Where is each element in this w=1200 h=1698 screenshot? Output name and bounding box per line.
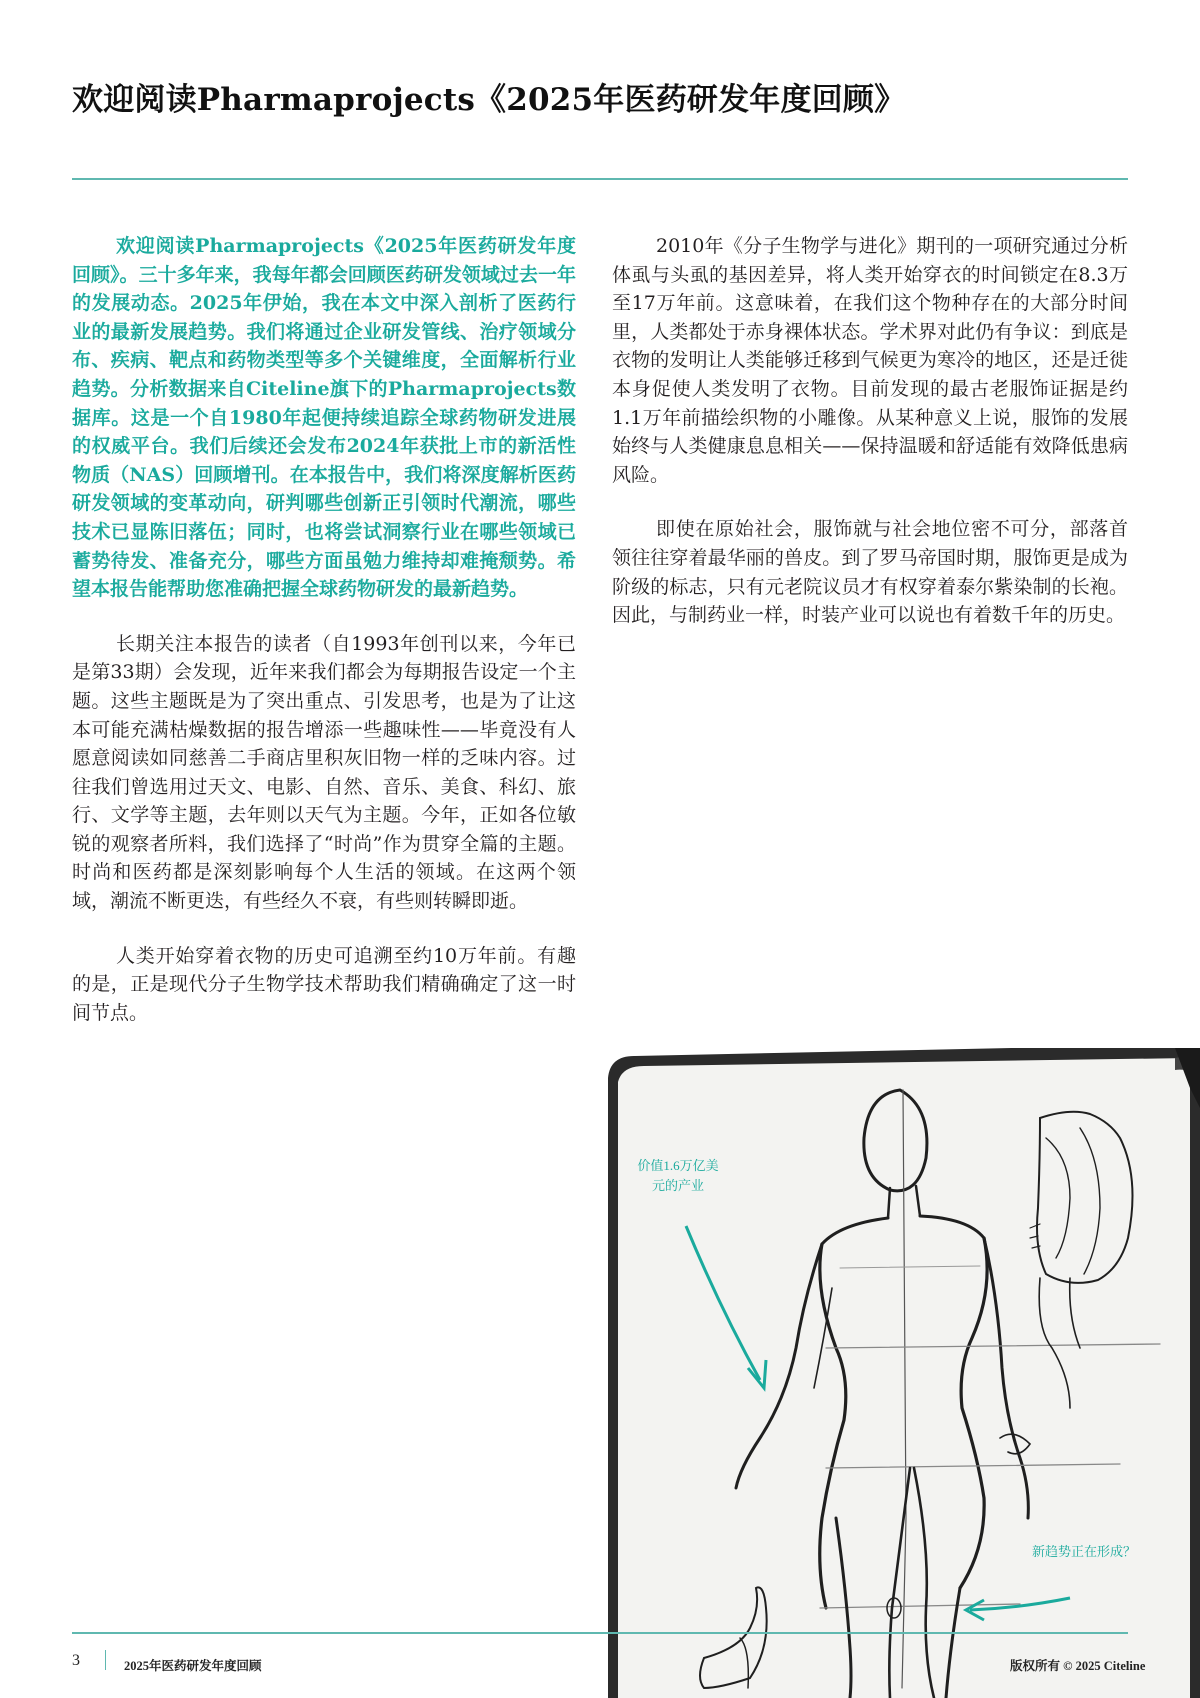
- body-paragraph: 长期关注本报告的读者（自1993年创刊以来，今年已是第33期）会发现，近年来我们都会为每期报告设定一个主题。这些主题既是为了突出重点、引发思考，也是为了让这本可能充满枯燥数据的报告增添一些趣味性——毕竟没有人愿意阅读如同慈善二手商店里积灰旧物一样的乏味内容。过往我们曾选用过天文、电影、自然、音乐、美食、科幻、旅行、文学等主题，去年则以天气为主题。今年，正如各位敏锐的观察者所料，我们选择了“时尚”作为贯穿全篇的主题。时尚和医药都是深刻影响每个人生活的领域。在这两个领域，潮流不断更迭，有些经久不衰，有些则转瞬即逝。: [72, 632, 576, 913]
- header-divider: [72, 178, 1128, 180]
- body-paragraph: 人类开始穿着衣物的历史可追溯至约10万年前。有趣的是，正是现代分子生物学技术帮助我们精确确定了这一时间节点。: [72, 944, 576, 1024]
- page-number: 3: [72, 1652, 80, 1669]
- left-column: [72, 232, 576, 1053]
- fashion-sketch-illustration: [600, 1048, 1200, 1698]
- right-column: [612, 232, 1128, 656]
- footer-separator: [105, 1650, 106, 1670]
- body-paragraph: 2010年《分子生物学与进化》期刊的一项研究通过分析体虱与头虱的基因差异，将人类开始穿衣的时间锁定在8.3万至17万年前。这意味着，在我们这个物种存在的大部分时间里，人类都处于赤身裸体状态。学术界对此仍有争议：到底是衣物的发明让人类能够迁移到气候更为寒冷的地区，还是迁徙本身促使人类发明了衣物。目前发现的最古老服饰证据是约1.1万年前描绘织物的小雕像。从某种意义上说，服饰的发展始终与人类健康息息相关——保持温暖和舒适能有效降低患病风险。: [612, 235, 1128, 486]
- report-name: 2025年医药研发年度回顾: [124, 1659, 262, 1673]
- footer-divider: [72, 1632, 1128, 1634]
- annotation-top-line1: 价值1.6万亿美: [637, 1158, 719, 1173]
- annotation-top-line2: 元的产业: [651, 1178, 705, 1193]
- body-paragraph: 即使在原始社会，服饰就与社会地位密不可分，部落首领往往穿着最华丽的兽皮。到了罗马帝国时期，服饰更是成为阶级的标志，只有元老院议员才有权穿着泰尔紫染制的长袍。因此，与制药业一样，时装产业可以说也有着数千年的历史。: [612, 518, 1128, 627]
- copyright: 版权所有 © 2025 Citeline: [1010, 1659, 1146, 1673]
- annotation-bottom: 新趋势正在形成？: [1031, 1544, 1137, 1559]
- page-title: 欢迎阅读Pharmaprojects《2025年医药研发年度回顾》: [72, 82, 906, 118]
- intro-paragraph: 欢迎阅读Pharmaprojects《2025年医药研发年度回顾》。三十多年来，我每年都会回顾医药研发领域过去一年的发展动态。2025年伊始，我在本文中深入剖析了医药行业的最新发展趋势。我们将通过企业研发管线、治疗领域分布、疾病、靶点和药物类型等多个关键维度，全面解析行业趋势。分析数据来自Citeline旗下的Pharmaprojects数据库。这是一个自1980年起便持续追踪全球药物研发进展的权威平台。我们后续还会发布2024年获批上市的新活性物质（NAS）回顾增刊。在本报告中，我们将深度解析医药研发领域的变革动向，研判哪些创新正引领时代潮流，哪些技术已显陈旧落伍；同时，也将尝试洞察行业在哪些领域已蓄势待发、准备充分，哪些方面虽勉力维持却难掩颓势。希望本报告能帮助您准确把握全球药物研发的最新趋势。: [72, 235, 576, 601]
